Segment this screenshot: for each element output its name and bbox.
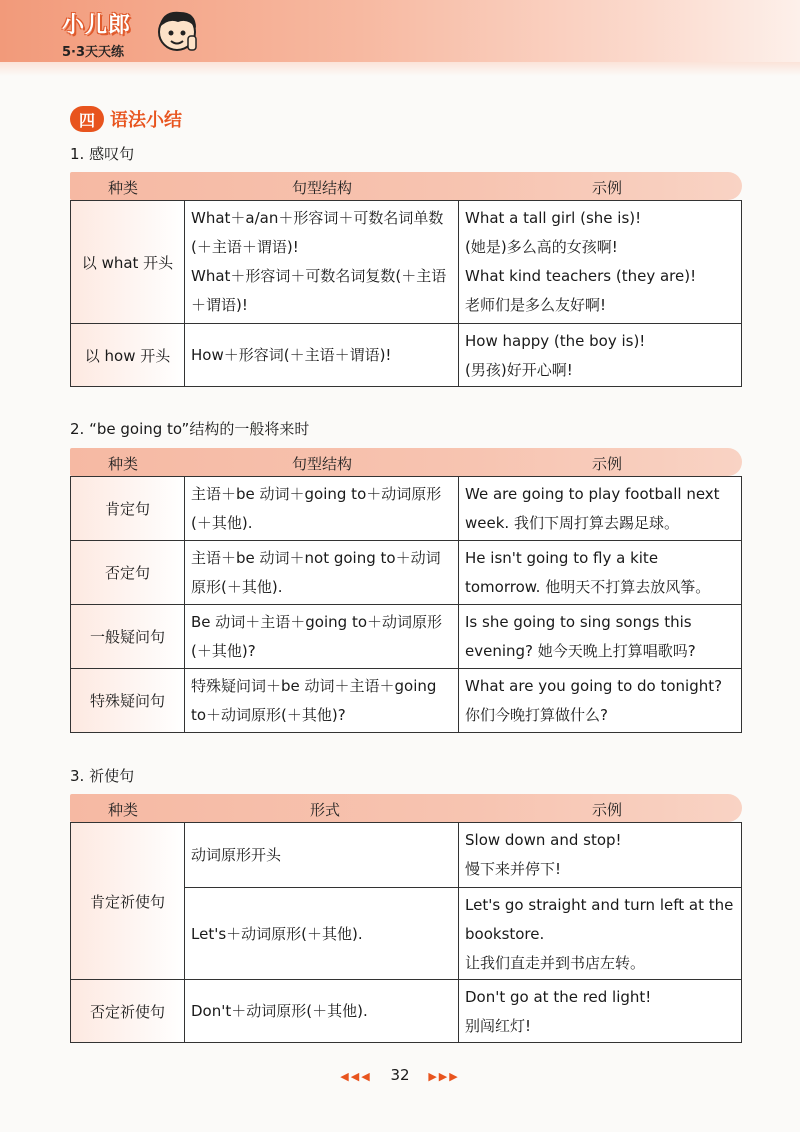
section-badge: 四 bbox=[70, 106, 104, 132]
col-example: 示例 bbox=[592, 455, 623, 473]
structure-line: How＋形容词(＋主语＋谓语)! bbox=[191, 345, 392, 364]
form-cell: 动词原形开头 bbox=[191, 845, 282, 864]
type-cell: 肯定句 bbox=[71, 477, 185, 540]
form-cell: Don't＋动词原形(＋其他). bbox=[191, 1001, 368, 1020]
header-fade bbox=[0, 62, 800, 76]
type-cell: 以 what 开头 bbox=[71, 201, 185, 323]
col-form: 形式 bbox=[310, 801, 341, 819]
type-cell: 一般疑问句 bbox=[71, 605, 185, 668]
example-line: What a tall girl (she is)! bbox=[465, 209, 642, 227]
example-cell: Is she going to sing songs this evening? 她今天晚上打算唱歌吗? bbox=[465, 613, 696, 660]
type-cell: 肯定祈使句 bbox=[71, 823, 185, 979]
table3-header bbox=[70, 794, 742, 822]
example-line: (她是)多么高的女孩啊! bbox=[465, 238, 618, 256]
type-cell: 特殊疑问句 bbox=[71, 669, 185, 732]
future-tense-table bbox=[70, 448, 742, 733]
example-line: 老师们是多么友好啊! bbox=[465, 296, 607, 314]
type-cell: 以 how 开头 bbox=[71, 324, 185, 386]
example-line: 慢下来并停下! bbox=[465, 860, 562, 878]
table-row bbox=[71, 822, 741, 979]
section-title-text: 语法小结 bbox=[110, 110, 182, 131]
col-type: 种类 bbox=[108, 179, 139, 197]
brand-name: 小儿郎 bbox=[62, 13, 132, 38]
type-cell: 否定句 bbox=[71, 541, 185, 604]
example-cell: We are going to play football next week. 我们下周打算去踢足球。 bbox=[465, 485, 720, 532]
table-row bbox=[71, 200, 741, 323]
structure-cell: Be 动词＋主语＋going to＋动词原形(＋其他)? bbox=[191, 612, 443, 660]
brand-subtitle: 5·3天天练 bbox=[62, 45, 125, 60]
page-number: 32 bbox=[390, 1066, 410, 1084]
example-line: (男孩)好开心啊! bbox=[465, 361, 573, 379]
brand-logo bbox=[62, 8, 131, 60]
example-line: Let's go straight and turn left at the bookstore. bbox=[465, 896, 734, 943]
table-row bbox=[71, 668, 741, 732]
structure-cell: 特殊疑问词＋be 动词＋主语＋going to＋动词原形(＋其他)? bbox=[191, 676, 437, 724]
col-structure: 句型结构 bbox=[292, 455, 353, 473]
example-line: How happy (the boy is)! bbox=[465, 332, 646, 350]
page-footer bbox=[0, 1066, 800, 1084]
type-cell: 否定祈使句 bbox=[71, 980, 185, 1042]
table-row bbox=[71, 476, 741, 540]
table-subrow bbox=[185, 888, 741, 981]
table-row bbox=[71, 604, 741, 668]
col-type: 种类 bbox=[108, 455, 139, 473]
structure-cell: 主语＋be 动词＋not going to＋动词原形(＋其他). bbox=[191, 548, 441, 596]
structure-line: What＋形容词＋可数名词复数(＋主语＋谓语)! bbox=[191, 267, 447, 314]
example-line: Slow down and stop! bbox=[465, 831, 622, 849]
form-cell: Let's＋动词原形(＋其他). bbox=[191, 925, 363, 943]
example-line: Don't go at the red light! bbox=[465, 988, 652, 1006]
table1-heading: 1. 感叹句 bbox=[70, 145, 135, 163]
structure-line: What＋a/an＋形容词＋可数名词单数(＋主语＋谓语)! bbox=[191, 209, 444, 256]
table-row bbox=[71, 979, 741, 1042]
table1-header bbox=[70, 172, 742, 200]
table-row bbox=[71, 540, 741, 604]
imperative-table bbox=[70, 794, 742, 1043]
table2-heading: 2. “be going to”结构的一般将来时 bbox=[70, 420, 310, 438]
exclamation-table bbox=[70, 172, 742, 387]
col-structure: 句型结构 bbox=[292, 179, 353, 197]
table2-header bbox=[70, 448, 742, 476]
col-type: 种类 bbox=[108, 801, 139, 819]
right-arrows-icon: ▶▶▶ bbox=[428, 1070, 460, 1083]
table-subrow bbox=[185, 823, 741, 888]
example-cell: What are you going to do tonight? 你们今晚打算做什么? bbox=[465, 677, 723, 724]
left-arrows-icon: ◀◀◀ bbox=[340, 1070, 372, 1083]
table-row bbox=[71, 323, 741, 386]
section-title bbox=[70, 106, 182, 132]
example-line: 让我们直走并到书店左转。 bbox=[465, 954, 646, 972]
col-example: 示例 bbox=[592, 801, 623, 819]
col-example: 示例 bbox=[592, 179, 623, 197]
example-cell: He isn't going to fly a kite tomorrow. 他明天不打算去放风筝。 bbox=[465, 549, 711, 596]
mascot-boy-icon bbox=[150, 4, 204, 60]
table3-heading: 3. 祈使句 bbox=[70, 767, 135, 785]
example-line: What kind teachers (they are)! bbox=[465, 267, 697, 285]
structure-cell: 主语＋be 动词＋going to＋动词原形(＋其他). bbox=[191, 484, 442, 532]
example-line: 别闯红灯! bbox=[465, 1017, 532, 1035]
